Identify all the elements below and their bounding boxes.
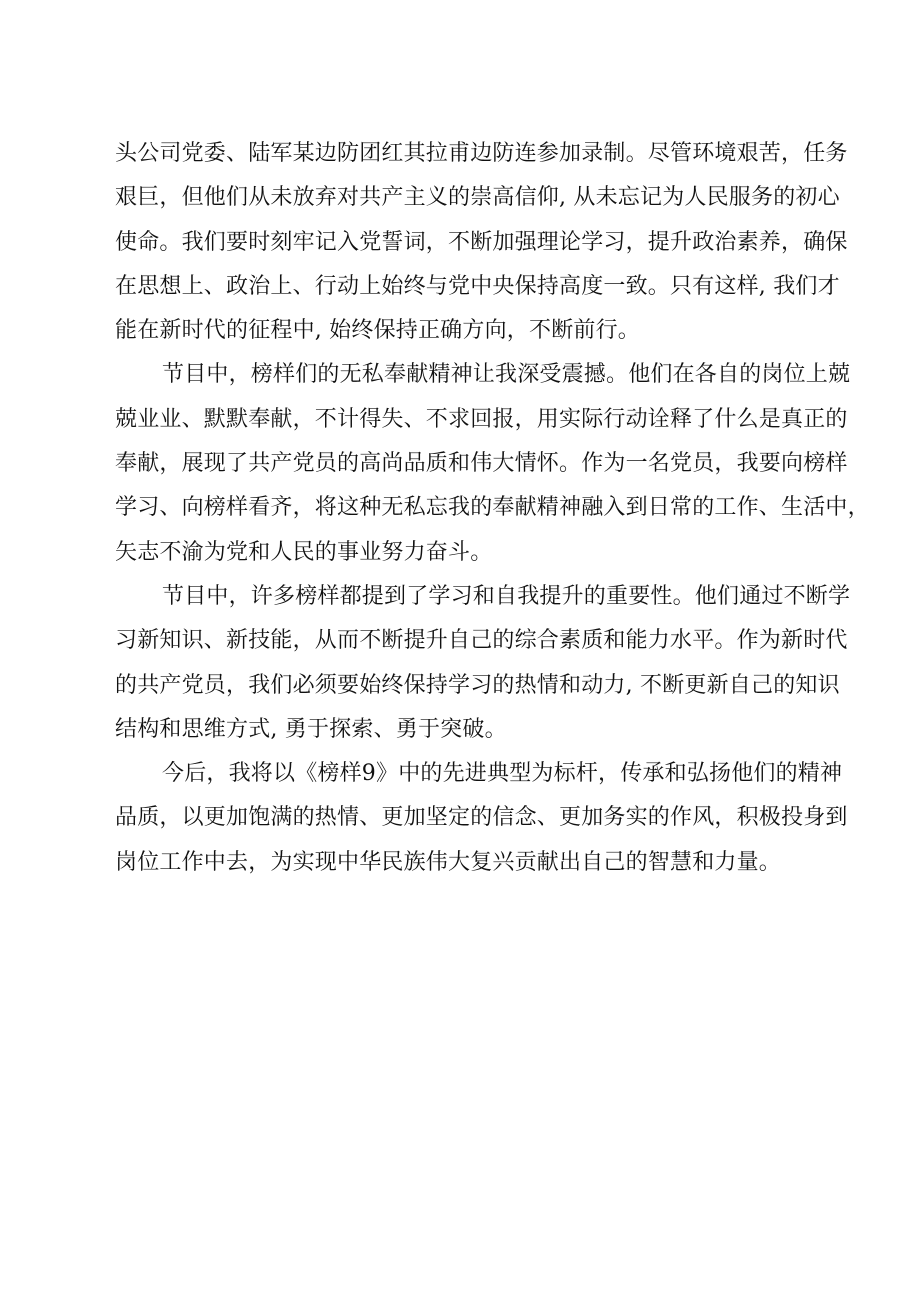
text-line: 的共产党员，我们必须要始终保持学习的热情和动力, 不断更新自己的知识 (115, 672, 840, 698)
text-line: 结构和思维方式, 勇于探索、勇于突破。 (115, 716, 507, 742)
paragraph-first-line: 节目中，许多榜样都提到了学习和自我提升的重要性。他们通过不断学 (162, 583, 851, 609)
paragraph-first-line: 节目中，榜样们的无私奉献精神让我深受震撼。他们在各自的岗位上兢 (162, 362, 851, 388)
text-line: 矢志不渝为党和人民的事业努力奋斗。 (115, 539, 493, 565)
text-line: 兢业业、默默奉献，不计得失、不求回报，用实际行动诠释了什么是真正的 (115, 406, 848, 432)
text-line: 奉献，展现了共产党员的高尚品质和伟大情怀。作为一名党员，我要向榜样 (115, 451, 848, 477)
text-line: 在思想上、政治上、行动上始终与党中央保持高度一致。只有这样, 我们才 (115, 273, 840, 299)
text-line: 学习、向榜样看齐，将这种无私忘我的奉献精神融入到日常的工作、生活中， (115, 495, 870, 521)
text-line: 习新知识、新技能，从而不断提升自己的综合素质和能力水平。作为新时代 (115, 628, 848, 654)
text-line: 岗位工作中去，为实现中华民族伟大复兴贡献出自己的智慧和力量。 (115, 849, 782, 875)
text-line: 使命。我们要时刻牢记入党誓词，不断加强理论学习，提升政治素养，确保 (115, 229, 848, 255)
paragraph-first-line: 今后，我将以《榜样9》中的先进典型为标杆，传承和弘扬他们的精神 (162, 761, 843, 787)
text-line: 品质，以更加饱满的热情、更加坚定的信念、更加务实的作风，积极投身到 (115, 805, 848, 831)
text-line: 能在新时代的征程中, 始终保持正确方向，不断前行。 (115, 318, 640, 344)
text-line: 头公司党委、陆军某边防团红其拉甫边防连参加录制。尽管环境艰苦，任务 (115, 141, 848, 166)
text-line: 艰巨，但他们从未放弃对共产主义的崇高信仰, 从未忘记为人民服务的初心 (115, 185, 840, 211)
body-text (115, 132, 870, 885)
